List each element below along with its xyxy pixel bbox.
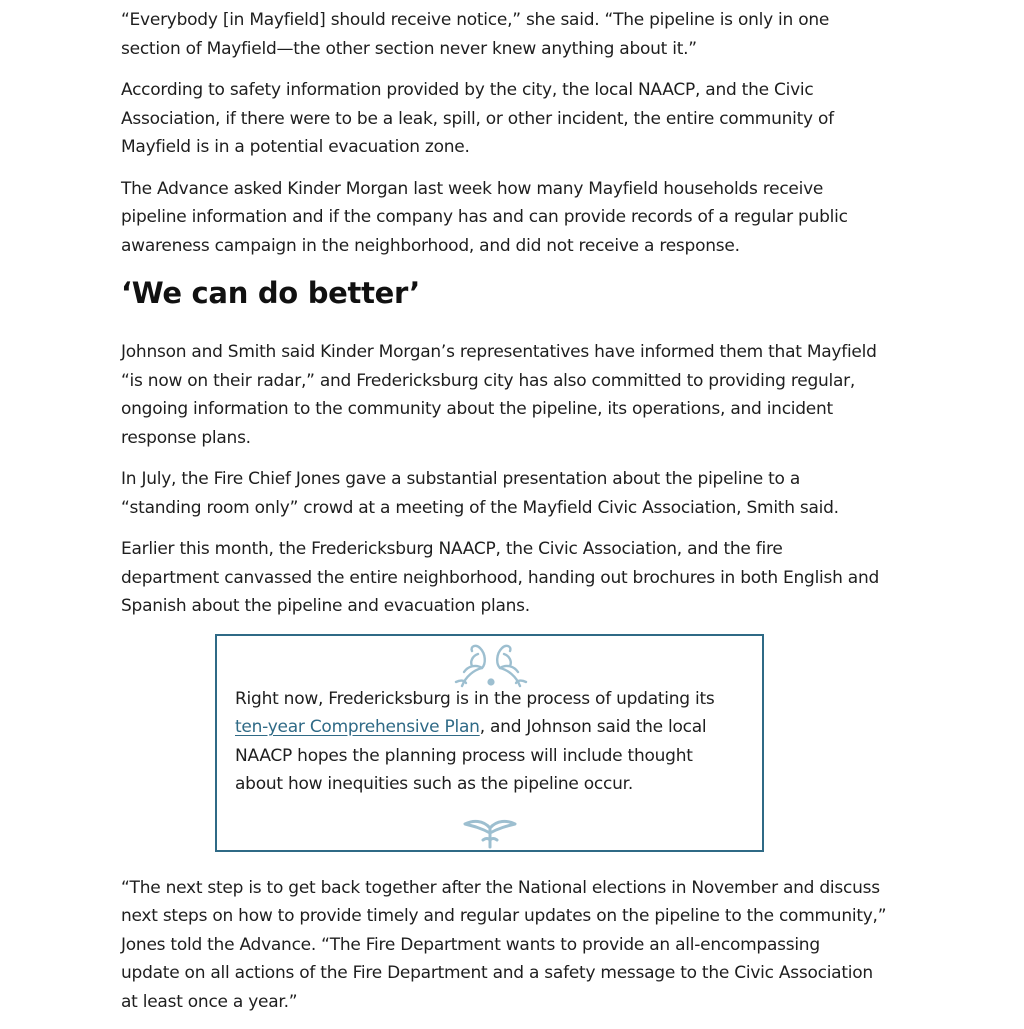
pull-quote-text: [235, 685, 745, 799]
paragraph-fire-chief-presentation: In July, the Fire Chief Jones gave a substantial presentation about the pipeline to a “standing room only” crowd at a meeting of the Mayfield Civic Association, Smith said.: [121, 469, 839, 518]
floral-flourish-icon: [442, 638, 540, 690]
pull-quote-text-end: , and Johnson said the local NAACP hopes the planning process will include thought about how inequities such as the pipeline occur.: [235, 717, 707, 794]
paragraph-notice-quote: “Everybody [in Mayfield] should receive notice,” she said. “The pipeline is only in one section of Mayfield—the other section never knew anything about it.”: [121, 10, 830, 59]
pull-quote-box: [215, 634, 764, 852]
paragraph-on-radar: Johnson and Smith said Kinder Morgan’s representatives have informed them that Mayfield “is now on their radar,” and Fredericksburg city has also committed to providing regular, ongoing information to the community about the pipeline, its operations, and incident response plans.: [121, 342, 877, 448]
paragraph-canvassing: Earlier this month, the Fredericksburg NAACP, the Civic Association, and the fire department canvassed the entire neighborhood, handing out brochures in both English and Spanish about the pipeline and evacuation plans.: [121, 539, 880, 616]
paragraph-advance-inquiry: The Advance asked Kinder Morgan last week how many Mayfield households receive pipeline information and if the company has and can provide records of a regular public awareness campaign in the neighborhood, and did not receive a response.: [121, 178, 848, 256]
section-heading: ‘We can do better’: [121, 276, 420, 310]
paragraph-evacuation-zone: According to safety information provided by the city, the local NAACP, and the Civic Association, if there were to be a leak, spill, or other incident, the entire community of Mayfield is in a potential evacuation zone.: [121, 80, 834, 157]
paragraph-next-step-quote: “The next step is to get back together after the National elections in November and discuss next steps on how to provide timely and regular updates on the pipeline to the community,” Jones told the Advance. “The Fire Department wants to provide an all-encompassing update on all actions of the Fire Department and a safety message to the Civic Association at least once a year.”: [121, 877, 887, 1012]
comprehensive-plan-link[interactable]: ten-year Comprehensive Plan: [235, 717, 480, 737]
leaf-flourish-icon: [461, 816, 519, 850]
article-body: [121, 6, 921, 1029]
pull-quote-text-start: Right now, Fredericksburg is in the process of updating its: [235, 688, 715, 709]
